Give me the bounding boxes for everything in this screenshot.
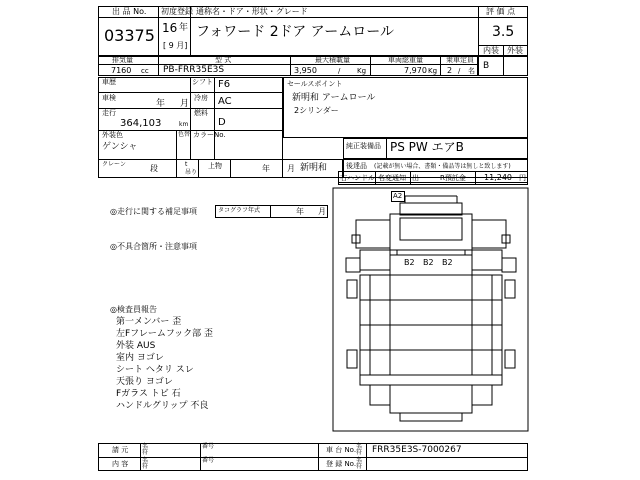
footer-name-1: 名: [142, 443, 149, 450]
recycle-value: 11,240: [484, 173, 512, 182]
score-label: 評 価 点: [486, 7, 516, 16]
right-handle: 右ハンドル: [340, 174, 375, 182]
diagram-mark-b2-2: B2: [423, 258, 434, 267]
ext-color-value: ゲンシャ: [102, 142, 138, 152]
footer-num-2: 番号: [202, 457, 215, 464]
mileage-label: 走行: [102, 109, 116, 117]
ext-color-label: 外装色: [102, 131, 123, 139]
score-value: 3.5: [492, 24, 515, 40]
type-label: 型 式: [215, 56, 232, 64]
crane-t: t: [185, 161, 188, 168]
diagram-mark-a2: A2: [393, 192, 403, 200]
request-label: 請 元: [112, 446, 129, 454]
crane-steps: 段: [150, 164, 158, 173]
exterior-label: 外装: [507, 46, 523, 55]
report-line: 第一メンバー 歪: [116, 317, 182, 327]
gross-weight-label: 車両総重量: [388, 56, 423, 64]
max-load-value: 3,950: [294, 66, 317, 75]
upper-label: 上物: [208, 162, 222, 170]
upper-month-unit: 月: [287, 164, 295, 173]
report-line: 外装 AUS: [116, 341, 156, 351]
report-line: ハンドルグリップ 不良: [116, 401, 209, 411]
max-load-unit: Kg: [357, 67, 367, 75]
tacho-year-unit: 年: [296, 207, 304, 216]
footer-char-1: 符: [142, 449, 149, 456]
mileage-note-title: ◎走行に関する補足事項: [110, 207, 197, 216]
tacho-month-unit: 月: [318, 207, 326, 216]
capacity-label: 乗車定員: [446, 56, 474, 64]
slash-1: /: [338, 67, 341, 75]
footer-num-1: 番号: [202, 443, 215, 450]
rear-items-label: 後達品: [346, 162, 367, 170]
interior-label: 内装: [483, 46, 499, 55]
footer-char-4: 符: [356, 463, 363, 470]
first-reg-year-unit: 年: [179, 23, 189, 33]
vehicle-history-label: 車歴: [102, 78, 116, 86]
model-label: 通称名・ドア・形状・グレード: [196, 7, 308, 16]
color-no-label: カラーNo.: [193, 131, 226, 139]
gross-weight-value: 7,970: [404, 66, 427, 75]
diagram-mark-b2-1: B2: [404, 258, 415, 267]
gross-weight-unit: Kg: [428, 67, 438, 75]
footer-name-2: 名: [142, 457, 149, 464]
inspection-label: 車検: [102, 94, 116, 102]
defects-title: ◎不具合箇所・注意事項: [110, 242, 197, 251]
diagram-mark-b2-3: B2: [442, 258, 453, 267]
sales-line-2: 2シリンダー: [294, 106, 339, 115]
rear-items-note: (記載が無い場合、書類・備品等は無しと致します): [374, 163, 511, 170]
capacity-unit: 名: [468, 67, 475, 75]
footer-name-3: 名: [356, 443, 363, 450]
name-change-label: 名変通知: [378, 174, 406, 182]
mileage-value: 364,103: [120, 118, 162, 129]
equipment-label: 純正装備品: [346, 142, 381, 150]
inspection-month-unit: 月: [180, 99, 190, 109]
first-reg-label: 初度登録: [161, 7, 193, 16]
crane-hanging: 吊り: [185, 169, 198, 176]
equipment-value: PS PW エアB: [390, 140, 464, 154]
ac-label: 冷房: [194, 94, 208, 102]
inspector-title: ◎検査員報告: [110, 305, 157, 314]
footer-char-3: 符: [356, 449, 363, 456]
first-reg-month: [ 9 月]: [163, 41, 188, 50]
fuel-value: D: [218, 117, 226, 128]
chassis-label: 車 台 No.: [326, 446, 357, 454]
name-change-value: 出: [412, 174, 419, 182]
registration-label: 登 録 No.: [326, 460, 357, 468]
color-change-label: 色替: [178, 131, 191, 138]
report-line: Fガラス トビ 石: [116, 389, 181, 399]
report-line: 室内 ヨゴレ: [116, 353, 164, 363]
interior-grade: B: [483, 61, 490, 71]
chassis-number: FRR35E3S-7000267: [372, 445, 462, 455]
recycle-unit: 円: [519, 174, 526, 182]
upper-maker: 新明和: [300, 163, 328, 173]
shift-label: シフト: [192, 78, 213, 86]
footer-char-2: 符: [142, 463, 149, 470]
inspection-year-unit: 年: [156, 99, 166, 109]
model-name: フォワード 2ドア アームロール: [196, 24, 394, 40]
ac-value: AC: [218, 96, 232, 107]
content-label: 内 容: [112, 460, 129, 468]
displacement-unit: cc: [141, 67, 149, 75]
report-line: 天張り ヨゴレ: [116, 377, 173, 387]
max-load-label: 最大積載量: [315, 56, 350, 64]
capacity-value: 2: [447, 66, 453, 75]
lot-number: 03375: [104, 26, 155, 45]
shift-value: F6: [218, 79, 231, 90]
displacement-value: 7160: [111, 66, 132, 75]
report-line: 左Fフレームフック部 歪: [116, 329, 214, 339]
crane-label: クレーン: [102, 161, 126, 168]
first-reg-year: 16: [162, 21, 178, 35]
sales-line-1: 新明和 アームロール: [292, 93, 376, 103]
upper-year-unit: 年: [262, 164, 270, 173]
mileage-unit: km: [179, 121, 189, 128]
displacement-label: 排気量: [112, 56, 133, 64]
report-line: シート ヘタリ スレ: [116, 365, 194, 375]
fuel-label: 燃料: [194, 109, 208, 117]
lot-label: 出 品 No.: [112, 7, 147, 16]
tacho-label: タコグラフ年式: [218, 207, 261, 214]
recycle-label: R預託金: [440, 174, 466, 182]
slash-2: /: [458, 67, 461, 75]
footer-name-4: 名: [356, 457, 363, 464]
sales-title: セールスポイント: [287, 80, 343, 88]
model-code: PB-FRR35E3S: [163, 65, 225, 75]
